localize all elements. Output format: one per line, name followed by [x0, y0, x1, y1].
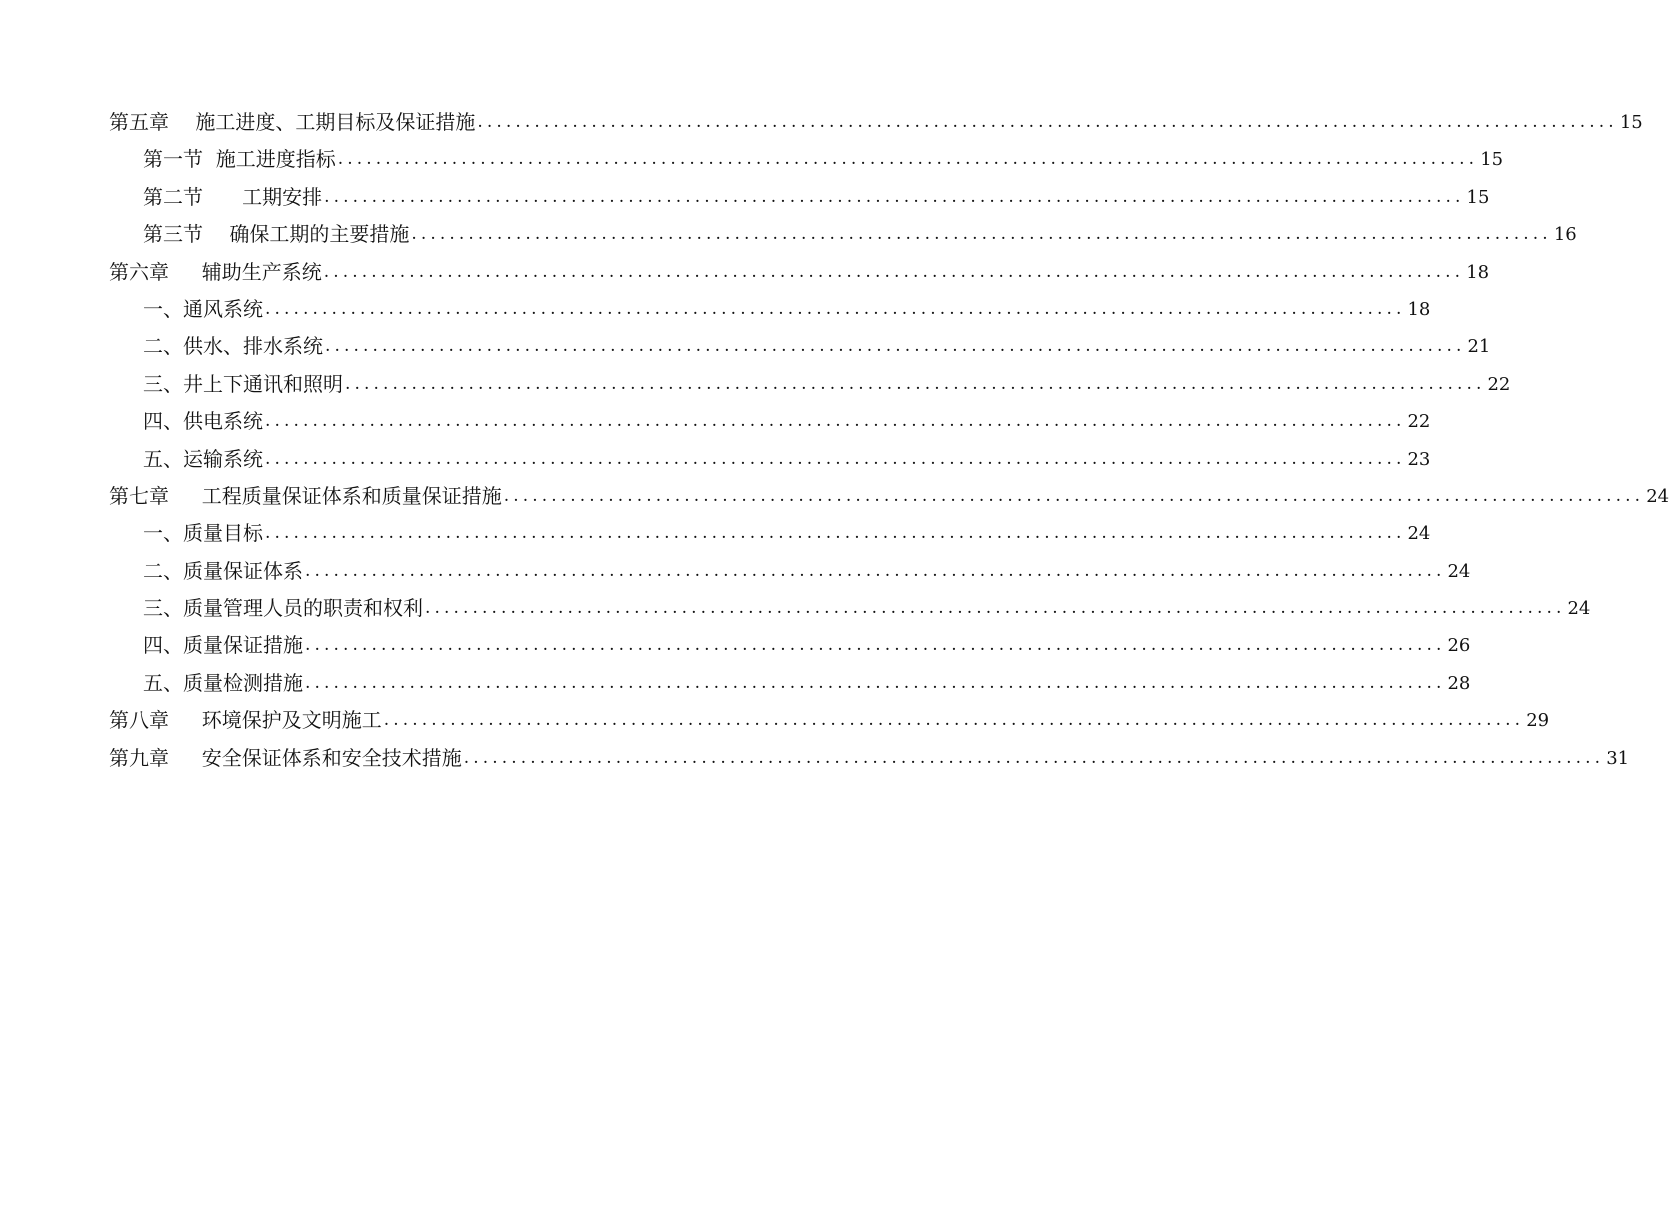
toc-entry-label: 一、质量目标 — [143, 521, 263, 546]
toc-entry-label: 三、质量管理人员的职责和权利 — [143, 596, 423, 621]
dot-leader: ........................................................................................................................ — [323, 261, 1465, 282]
toc-entry-label: 第一节 施工进度指标 — [143, 147, 336, 172]
toc-entry-label: 第二节 工期安排 — [143, 184, 323, 209]
dot-leader: ........................................................................................................................ — [345, 373, 1486, 394]
dot-leader: ........................................................................................................................ — [265, 411, 1406, 432]
toc-entry-section-2[interactable] — [109, 179, 1490, 216]
toc-entry-page-number: 15 — [1466, 186, 1490, 208]
toc-entry-communication-lighting[interactable] — [109, 366, 1511, 403]
dot-leader: ........................................................................................................................ — [324, 186, 1465, 207]
toc-entry-page-number: 24 — [1407, 523, 1431, 545]
toc-entry-label: 二、质量保证体系 — [143, 558, 303, 583]
toc-entry-page-number: 15 — [1619, 111, 1643, 133]
toc-entry-label: 五、运输系统 — [143, 446, 263, 471]
toc-entry-label: 三、井上下通讯和照明 — [143, 371, 343, 396]
toc-entry-quality-measures[interactable] — [109, 627, 1471, 664]
toc-entry-quality-target[interactable] — [109, 515, 1431, 552]
dot-leader: ........................................................................................................................ — [383, 710, 1525, 731]
dot-leader: ........................................................................................................................ — [305, 635, 1446, 656]
dot-leader: ........................................................................................................................ — [463, 747, 1605, 768]
toc-entry-label: 四、质量保证措施 — [143, 633, 303, 658]
toc-entry-ventilation-system[interactable] — [109, 291, 1431, 328]
toc-entry-label: 第七章 工程质量保证体系和质量保证措施 — [109, 483, 502, 508]
toc-entry-label: 第八章 环境保护及文明施工 — [109, 708, 382, 733]
toc-entry-water-system[interactable] — [109, 328, 1491, 365]
toc-entry-page-number: 18 — [1407, 298, 1431, 320]
dot-leader: ........................................................................................................................ — [305, 560, 1446, 581]
toc-entry-label: 第六章 辅助生产系统 — [109, 259, 322, 284]
toc-entry-label: 第三节 确保工期的主要措施 — [143, 222, 410, 247]
toc-entry-quality-inspection[interactable] — [109, 665, 1471, 702]
dot-leader: ........................................................................................................................ — [477, 111, 1618, 132]
dot-leader: ........................................................................................................................ — [265, 298, 1406, 319]
toc-entry-chapter-7[interactable] — [109, 478, 1669, 515]
table-of-contents — [109, 104, 1669, 777]
dot-leader: ........................................................................................................................ — [265, 448, 1406, 469]
toc-entry-chapter-8[interactable] — [109, 702, 1550, 739]
toc-entry-label: 五、质量检测措施 — [143, 670, 303, 695]
toc-entry-section-1[interactable] — [109, 141, 1504, 178]
toc-entry-page-number: 24 — [1447, 560, 1471, 582]
toc-entry-chapter-6[interactable] — [109, 254, 1490, 291]
toc-entry-transport-system[interactable] — [109, 441, 1431, 478]
toc-entry-page-number: 26 — [1447, 635, 1471, 657]
toc-entry-label: 第五章 施工进度、工期目标及保证措施 — [109, 109, 476, 134]
dot-leader: ........................................................................................................................ — [411, 224, 1552, 245]
toc-entry-chapter-5[interactable] — [109, 104, 1643, 141]
dot-leader: ........................................................................................................................ — [325, 336, 1466, 357]
dot-leader: ........................................................................................................................ — [425, 598, 1566, 619]
toc-entry-page-number: 23 — [1407, 448, 1431, 470]
toc-entry-quality-staff-duties[interactable] — [109, 590, 1591, 627]
toc-entry-section-3[interactable] — [109, 216, 1577, 253]
toc-entry-label: 二、供水、排水系统 — [143, 334, 323, 359]
toc-entry-page-number: 22 — [1487, 373, 1511, 395]
toc-entry-power-system[interactable] — [109, 403, 1431, 440]
toc-entry-page-number: 28 — [1447, 672, 1471, 694]
toc-entry-label: 一、通风系统 — [143, 296, 263, 321]
toc-entry-page-number: 24 — [1567, 598, 1591, 620]
toc-entry-chapter-9[interactable] — [109, 740, 1630, 777]
toc-entry-page-number: 24 — [1646, 485, 1669, 507]
toc-entry-quality-system[interactable] — [109, 553, 1471, 590]
toc-entry-page-number: 18 — [1466, 261, 1490, 283]
toc-entry-label: 四、供电系统 — [143, 409, 263, 434]
dot-leader: ........................................................................................................................ — [305, 672, 1446, 693]
dot-leader: ........................................................................................................................ — [337, 149, 1479, 170]
toc-entry-page-number: 31 — [1606, 747, 1630, 769]
toc-entry-page-number: 16 — [1553, 224, 1577, 246]
toc-entry-page-number: 22 — [1407, 411, 1431, 433]
toc-entry-label: 第九章 安全保证体系和安全技术措施 — [109, 745, 462, 770]
toc-entry-page-number: 15 — [1480, 149, 1504, 171]
dot-leader: ........................................................................................................................ — [265, 523, 1406, 544]
toc-entry-page-number: 29 — [1526, 710, 1550, 732]
toc-entry-page-number: 21 — [1467, 336, 1491, 358]
dot-leader: ........................................................................................................................ — [503, 485, 1645, 506]
